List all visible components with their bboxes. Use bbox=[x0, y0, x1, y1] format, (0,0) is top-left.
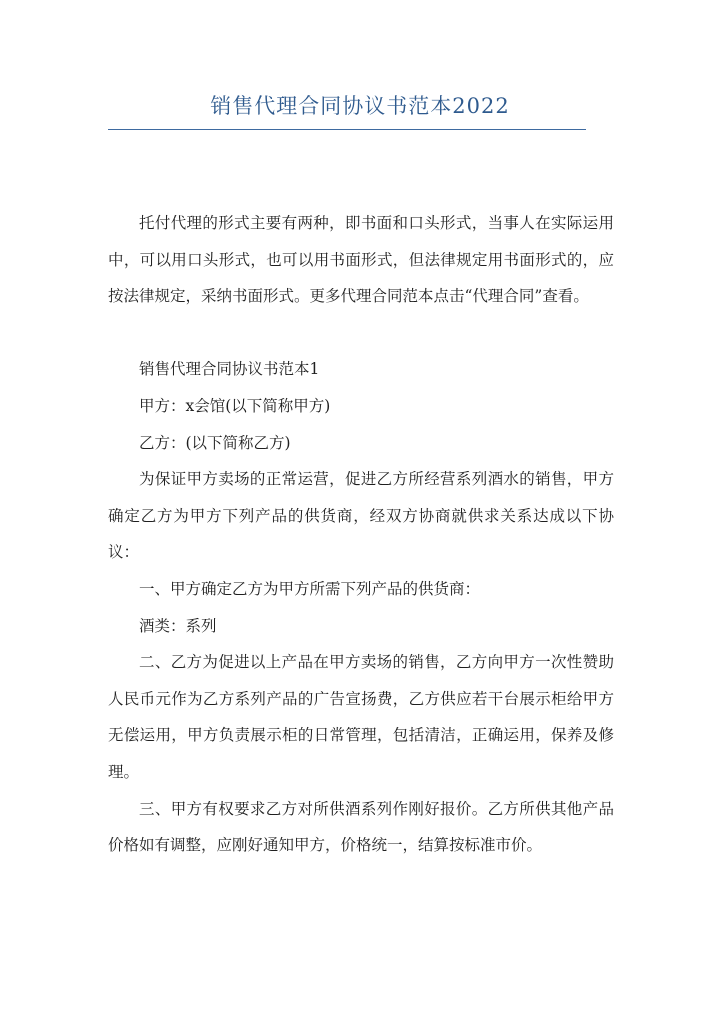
clause-3: 三、甲方有权要求乙方对所供酒系列作刚好报价。乙方所供其他产品价格如有调整，应刚好通知甲方，价格统一，结算按标准市价。 bbox=[108, 799, 614, 855]
preamble-paragraph: 为保证甲方卖场的正常运营，促进乙方所经营系列酒水的销售，甲方确定乙方为甲方下列产品的供货商，经双方协商就供求关系达成以下协议： bbox=[108, 470, 614, 562]
party-a-line: 甲方：x会馆(以下简称甲方) bbox=[139, 396, 331, 415]
document-title: 销售代理合同协议书范本2022 bbox=[210, 94, 510, 118]
intro-paragraph: 托付代理的形式主要有两种，即书面和口头形式，当事人在实际运用中，可以用口头形式，也可以用书面形式，但法律规定用书面形式的，应按法律规定，采纳书面形式。更多代理合同范本点击“代理合同”查看。 bbox=[108, 214, 614, 306]
spacer bbox=[108, 315, 614, 352]
clause-1: 一、甲方确定乙方为甲方所需下列产品的供货商： bbox=[139, 579, 481, 598]
title-divider bbox=[108, 129, 586, 130]
clause-1-item: 酒类：系列 bbox=[139, 616, 217, 635]
party-b-line: 乙方：(以下简称乙方) bbox=[139, 433, 291, 452]
clause-2: 二、乙方为促进以上产品在甲方卖场的销售，乙方向甲方一次性赞助人民币元作为乙方系列产品的广告宣扬费，乙方供应若干台展示柜给甲方无偿运用，甲方负责展示柜的日常管理，包括清洁，正确运用，保养及修理。 bbox=[108, 653, 614, 781]
section-heading: 销售代理合同协议书范本1 bbox=[139, 360, 320, 379]
document-body bbox=[108, 205, 614, 864]
